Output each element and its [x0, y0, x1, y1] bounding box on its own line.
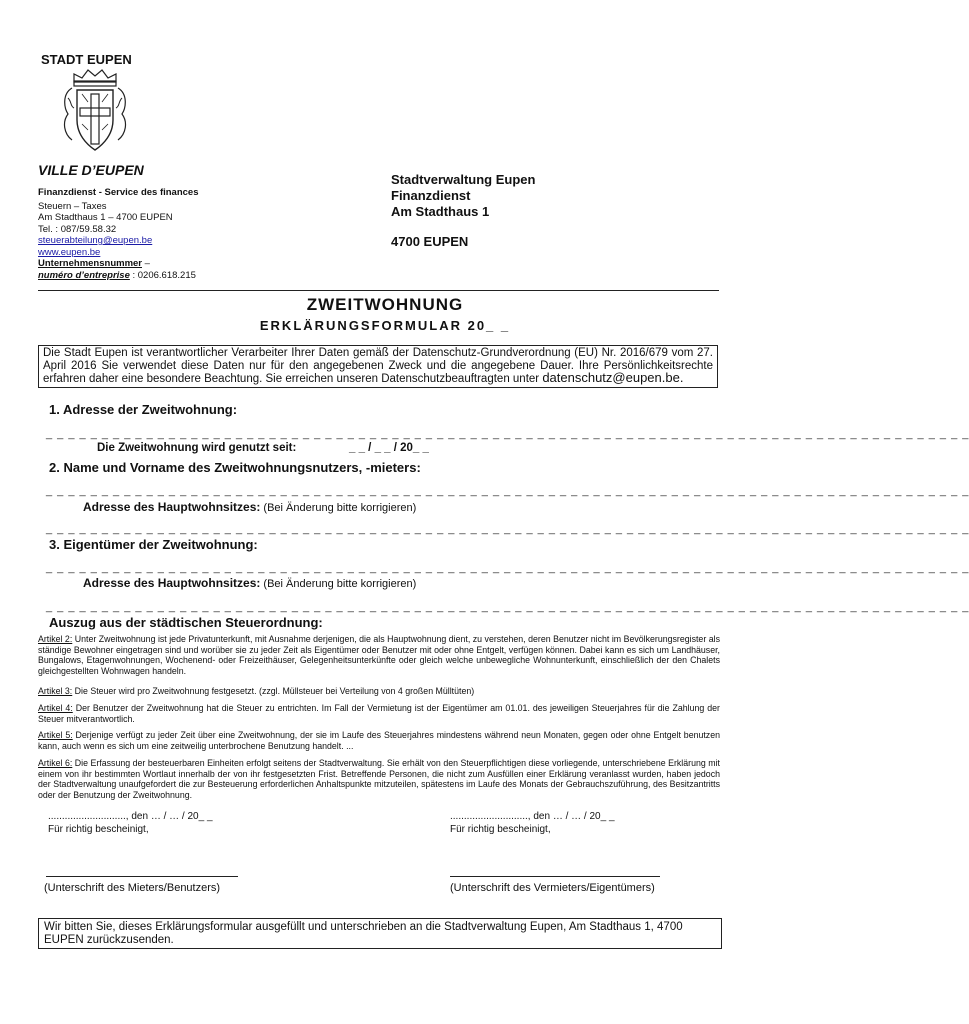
section-1-heading: 1. Adresse der Zweitwohnung:	[49, 402, 238, 417]
department-phone: Tel. : 087/59.58.32	[38, 223, 117, 235]
department-contact	[38, 187, 199, 281]
section-3-heading: 3. Eigentümer der Zweitwohnung:	[49, 537, 258, 552]
article-4	[38, 703, 720, 724]
owner-name-line[interactable]: _ _ _ _ _ _ _ _ _ _ _ _ _ _ _ _ _ _ _ _ _ _ _ _ _ _ _ _ _ _ _ _ _ _ _ _ _ _ _ _ _ _ _ _ _ _ _ _ _ _ _ _ _ _ _ _ _ _ _ _ _ _ _ _ _ _ _ _ _ _ _ _ _ _ _ _ _ _ _ _ _ _ _	[46, 562, 969, 574]
company-number-label-fr: numéro d’entreprise	[38, 269, 130, 281]
owner-signature-label: (Unterschrift des Vermieters/Eigentümers)	[450, 882, 655, 894]
article-label: Artikel 3:	[38, 686, 73, 696]
user-main-residence-line[interactable]: _ _ _ _ _ _ _ _ _ _ _ _ _ _ _ _ _ _ _ _ _ _ _ _ _ _ _ _ _ _ _ _ _ _ _ _ _ _ _ _ _ _ _ _ _ _ _ _ _ _ _ _ _ _ _ _ _ _ _ _ _ _ _ _ _ _ _ _ _ _ _ _ _ _ _ _ _ _ _ _ _ _ _	[46, 523, 969, 535]
privacy-text: Die Stadt Eupen ist verantwortlicher Verarbeiter Ihrer Daten gemäß der Datenschutz-Grundverordnung (EU) Nr. 2016/679 vom 27. April 2016 Sie verwendet diese Daten nur für den angegebenen Zweck und die angegebene Dauer. Ihre Persönlichkeitsrechte erfahren daher eine besondere Beachtung. Sie erreichen unseren Datenschutzbeauftragten unter	[43, 347, 713, 385]
department-address: Am Stadthaus 1 – 4700 EUPEN	[38, 212, 173, 223]
recipient-line1: Stadtverwaltung Eupen	[391, 172, 536, 187]
user-name-line[interactable]: _ _ _ _ _ _ _ _ _ _ _ _ _ _ _ _ _ _ _ _ _ _ _ _ _ _ _ _ _ _ _ _ _ _ _ _ _ _ _ _ _ _ _ _ _ _ _ _ _ _ _ _ _ _ _ _ _ _ _ _ _ _ _ _ _ _ _ _ _ _ _ _ _ _ _ _ _ _ _ _ _ _ _	[46, 485, 969, 497]
article-label: Artikel 5:	[38, 730, 73, 740]
owner-signature-line[interactable]	[450, 876, 660, 877]
recipient-line4: 4700 EUPEN	[391, 234, 469, 249]
tenant-signature-line[interactable]	[46, 876, 238, 877]
owner-certified-label: Für richtig bescheinigt,	[450, 824, 551, 835]
main-residence-note: (Bei Änderung bitte korrigieren)	[260, 578, 417, 590]
department-taxes: Steuern – Taxes	[38, 200, 107, 212]
website-link[interactable]: www.eupen.be	[38, 246, 101, 258]
tenant-certified-label: Für richtig bescheinigt,	[48, 824, 149, 835]
privacy-notice	[38, 345, 718, 388]
article-5	[38, 730, 720, 751]
article-6	[38, 758, 720, 800]
article-text: Die Erfassung der besteuerbaren Einheiten erfolgt seitens der Stadtverwaltung. Sie erhält von den Steuerpflichtigen diese vorliegende, unterschriebene Erklärung mit einem von ihr bestimmten Wortlaut innerhalb der von ihr festgesetzten Frist. Betreffende Personen, die nicht zum Ausfüllen einer Erklärung veranlasst wurden, haben jedoch der Stadtverwaltung unaufgefordert die zur Besteuerung erforderlichen Anhaltspunkte mitzuteilen, spätestens im Laufe des Monats der Gebrauchszuführung, des Besitzantritts oder der Benutzung der Zweitwohnung.	[38, 758, 720, 800]
main-residence-note: (Bei Änderung bitte korrigieren)	[260, 502, 417, 514]
recipient-address	[391, 172, 535, 250]
usage-since-label: Die Zweitwohnung wird genutzt seit:	[97, 442, 297, 454]
company-number-dash: –	[142, 258, 150, 269]
company-number-label-de: Unternehmensnummer	[38, 258, 142, 269]
article-text: Die Steuer wird pro Zweitwohnung festgesetzt. (zzgl. Müllsteuer bei Verteilung von 4 großen Mülltüten)	[72, 686, 475, 696]
city-name-de: STADT EUPEN	[41, 52, 132, 67]
privacy-email: datenschutz@eupen.be.	[542, 370, 684, 385]
recipient-line3: Am Stadthaus 1	[391, 204, 490, 219]
return-instructions: Wir bitten Sie, dieses Erklärungsformular ausgefüllt und unterschrieben an die Stadtverwaltung Eupen, Am Stadthaus 1, 4700 EUPEN zurückzusenden.	[38, 918, 722, 949]
form-title: ZWEITWOHNUNG	[306, 295, 464, 314]
main-residence-label-text: Adresse des Hauptwohnsitzes:	[83, 576, 261, 590]
section-2-heading: 2. Name und Vorname des Zweitwohnungsnutzers, -mieters:	[49, 460, 421, 475]
department-email-link[interactable]: steuerabteilung@eupen.be	[38, 235, 153, 246]
tenant-signature-label: (Unterschrift des Mieters/Benutzers)	[44, 882, 221, 894]
owner-main-residence-line[interactable]: _ _ _ _ _ _ _ _ _ _ _ _ _ _ _ _ _ _ _ _ _ _ _ _ _ _ _ _ _ _ _ _ _ _ _ _ _ _ _ _ _ _ _ _ _ _ _ _ _ _ _ _ _ _ _ _ _ _ _ _ _ _ _ _ _ _ _ _ _ _ _ _ _ _ _ _ _ _ _ _ _ _ _	[46, 601, 969, 613]
recipient-line2: Finanzdienst	[391, 188, 471, 203]
article-label: Artikel 4:	[38, 703, 73, 713]
owner-date-field[interactable]: ............................, den … / … / 20_ _	[450, 811, 615, 822]
tenant-date-field[interactable]: ............................, den … / … / 20_ _	[48, 811, 213, 822]
article-text: Unter Zweitwohnung ist jede Privatunterkunft, mit Ausnahme derjenigen, die als Hauptwohnung dient, zu verstehen, deren Benutzer nicht im Bevölkerungsregister als ständige Bewohner eingetragen sind und worüber sie zu jeder Zeit als Eigentümer oder Benutzer mit oder ohne Entgelt, verfügen können. Dabei kann es sich um Landhäuser, Bungalows, Etagenwohnungen, Wochenend- oder Freizeithäuser, Gelegenheitsunterkünfte oder gleich welche unbewegliche Wohnunterkunft, einschließlich der den Chalets gleichgestellten Wohnwagen handeln.	[38, 634, 720, 676]
department-name: Finanzdienst - Service des finances	[38, 187, 199, 198]
company-number-value: : 0206.618.215	[129, 269, 196, 281]
article-label: Artikel 2:	[38, 634, 73, 644]
city-crest-logo	[60, 68, 130, 156]
article-label: Artikel 6:	[38, 758, 73, 768]
main-residence-label-1	[83, 500, 416, 514]
tax-extract-heading: Auszug aus der städtischen Steuerordnung:	[49, 615, 323, 630]
main-residence-label-2	[83, 576, 416, 590]
header-divider	[38, 290, 719, 291]
article-2	[38, 634, 720, 676]
secondary-address-line[interactable]: _ _ _ _ _ _ _ _ _ _ _ _ _ _ _ _ _ _ _ _ _ _ _ _ _ _ _ _ _ _ _ _ _ _ _ _ _ _ _ _ _ _ _ _ _ _ _ _ _ _ _ _ _ _ _ _ _ _ _ _ _ _ _ _ _ _ _ _ _ _ _ _ _ _ _ _ _ _ _ _ _ _ _	[46, 428, 969, 440]
article-3	[38, 686, 720, 697]
usage-since-date-field[interactable]: _ _ / _ _ / 20_ _	[349, 442, 429, 454]
main-residence-label-text: Adresse des Hauptwohnsitzes:	[83, 500, 261, 514]
article-text: Derjenige verfügt zu jeder Zeit über eine Zweitwohnung, der sie im Laufe des Steuerjahres mindestens während neun Monaten, gegen oder ohne Entgelt benutzen kann, auch wenn es sich um eine zeitweilig unterbrochene Benutzung handelt. ...	[38, 730, 720, 751]
form-subtitle: ERKLÄRUNGSFORMULAR 20_ _	[259, 318, 511, 333]
article-text: Der Benutzer der Zweitwohnung hat die Steuer zu entrichten. Im Fall der Vermietung ist der Eigentümer am 01.01. des jeweiligen Steuerjahres für die Zahlung der Steuer mitverantwortlich.	[38, 703, 720, 724]
city-name-fr: VILLE D’EUPEN	[38, 162, 144, 178]
